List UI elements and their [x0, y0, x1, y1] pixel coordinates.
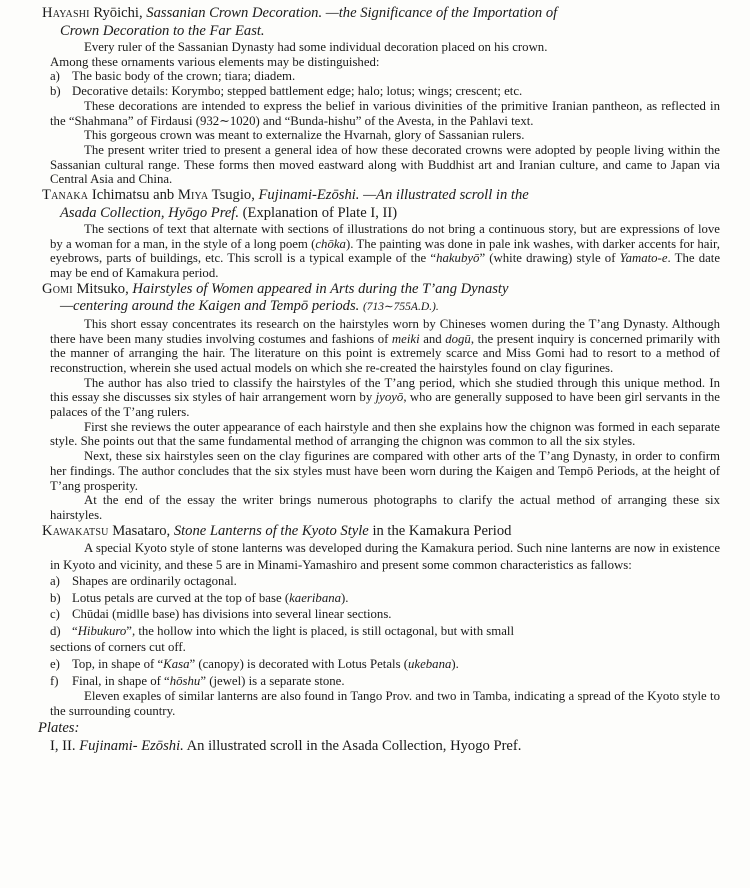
- author-given-name: Tsugio,: [211, 187, 255, 204]
- article-title-suffix: in the Kamakura Period: [372, 522, 512, 539]
- plate-description: An illustrated scroll in the Asada Collection, Hyogo Pref.: [186, 737, 522, 754]
- list-item: f) Final, in shape of “hōshu” (jewel) is a separate stone.: [50, 673, 345, 688]
- author-given-name: Mitsuko,: [76, 280, 129, 297]
- entry-hayashi: [40, 5, 720, 187]
- article-title-cont: —centering around the Kaigen and Tempō periods. (713∼755A.D.).: [60, 298, 439, 315]
- list-item: c) Chūdai (midlle base) has divisions into several linear sections.: [50, 607, 392, 622]
- paragraph: The present writer tried to present a general idea of how these decorated crowns were adopted by people living within the Sassanian cultural range. These forms then moved eastward along with Buddhist art and Iranian culture, and came to Japan via Central Asia and China.: [50, 142, 720, 187]
- article-title-cont: Crown Decoration to the Far East.: [60, 22, 265, 39]
- paragraph: These decorations are intended to express the belief in various divinities of the primitive Iranian pantheon, as reflected in the “Shahmana” of Firdausi (932∼1020) and “Bunda-hishu” of the Avesta, in the Pahlavi text.: [50, 98, 720, 128]
- list: [40, 69, 720, 98]
- entry-heading: [40, 5, 720, 40]
- paragraph: Every ruler of the Sassanian Dynasty had some individual decoration placed on his crown.: [84, 40, 548, 54]
- entry-heading: [40, 281, 720, 317]
- author-given-name: Ichimatsu anb: [91, 187, 175, 204]
- paragraph: This gorgeous crown was meant to externalize the Hvarnah, glory of Sassanian rulers.: [84, 128, 525, 143]
- list-item-continuation: sections of corners cut off.: [50, 640, 186, 655]
- article-title: Sassanian Crown Decoration. —the Significance of the Importation of: [146, 5, 558, 21]
- paragraph: Next, these six hairstyles seen on the clay figurines are compared with other arts of the T’ang Dynasty, in order to confirm her findings. The author concludes that the six styles must have been worn during the Kaigen and Tempō Periods, at the height of T’ang prosperity.: [50, 449, 720, 493]
- author-surname: Tanaka: [42, 187, 89, 204]
- author-given-name: Ryōichi,: [93, 5, 143, 21]
- paragraph: At the end of the essay the writer brings numerous photographs to clarify the actual method of arranging these six hairstyles.: [50, 493, 720, 522]
- author-given-name: Masataro,: [112, 522, 171, 539]
- entry-heading: [40, 523, 720, 541]
- author-surname: Kawakatsu: [42, 522, 109, 539]
- entry-gomi: [40, 281, 720, 523]
- author-surname: Miya: [177, 187, 209, 204]
- list: [40, 573, 720, 689]
- author-surname: Hayashi: [42, 5, 90, 21]
- paragraph: Among these ornaments various elements may be distinguished:: [50, 54, 380, 69]
- paragraph: First she reviews the outer appearance of each hairstyle and then she explains how the chignon was formed in each separate style. She points out that the same fundamental method of arranging the chignon was common to all the six styles.: [50, 419, 720, 449]
- paragraph: The author has also tried to classify the hairstyles of the T’ang period, which she studied through this unique method. In this essay she discusses six styles of hair arrangement worn by jyoyō, who are generally supposed to have been girl servants in the palaces of the T’ang rulers.: [50, 375, 720, 420]
- entry-heading: [40, 187, 720, 222]
- author-surname: Gomi: [42, 280, 73, 297]
- article-title: Fujinami-Ezōshi. —An illustrated scroll in the: [258, 187, 529, 204]
- entry-tanaka-miya: [40, 187, 720, 281]
- list-item: a) The basic body of the crown; tiara; diadem.: [50, 69, 296, 84]
- paragraph: Eleven exaples of similar lanterns are also found in Tango Prov. and two in Tamba, indicating a spread of the Kyoto style to the surrounding country.: [50, 689, 720, 718]
- plates-label: Plates:: [38, 719, 80, 736]
- article-title-cont: Asada Collection, Hyōgo Pref. (Explanation of Plate I, II): [60, 204, 398, 221]
- entry-kawakatsu: [40, 523, 720, 719]
- paragraph: A special Kyoto style of stone lanterns was developed during the Kamakura period. Such nine lanterns are now in existence in Kyoto and vicinity, and these 5 are in Minami-Yamashiro and present some common characteristics as fallows:: [50, 541, 720, 572]
- paragraph: This short essay concentrates its research on the hairstyles worn by Chineses women during the T’ang Dynasty. Although there have been many studies involving costumes and fashions of meiki and dogū, the present inquiry is concerned primarily with the manner of arranging the hair. The literature on this point is extremely scarce and Miss Gomi had to resort to a method of reconstruction, wherein she used actual models on which she re-created the hairstyles found on clay figurines.: [50, 316, 720, 375]
- plates-line: [50, 737, 720, 755]
- paragraph: The sections of text that alternate with sections of illustrations do not bring a continuous story, but are expressions of love by a woman for a man, in the style of a long poem (chōka). The painting was done in pale ink washes, with darker accents for hair, eyebrows, parts of buildings, etc. This scroll is a typical example of the “hakubyō” (white drawing) style of Yamato-e. The date may be end of Kamakura period.: [50, 222, 721, 281]
- plates-section: [40, 719, 720, 755]
- list-item: b) Decorative details: Korymbo; stepped battlement edge; halo; lotus; wings; crescent; etc.: [50, 84, 523, 99]
- article-title: Hairstyles of Women appeared in Arts during the T’ang Dynasty: [132, 280, 509, 297]
- list-item: d) “Hibukuro”, the hollow into which the light is placed, is still octagonal, but with small: [50, 623, 515, 638]
- list-item: a) Shapes are ordinarily octagonal.: [50, 574, 237, 588]
- list-item: b) Lotus petals are curved at the top of base (kaeribana).: [50, 590, 349, 605]
- list-item: e) Top, in shape of “Kasa” (canopy) is decorated with Lotus Petals (ukebana).: [50, 656, 459, 671]
- article-title: Stone Lanterns of the Kyoto Style: [173, 522, 369, 539]
- plate-numerals: I, II.: [50, 737, 76, 754]
- plate-title: Fujinami- Ezōshi.: [79, 737, 184, 754]
